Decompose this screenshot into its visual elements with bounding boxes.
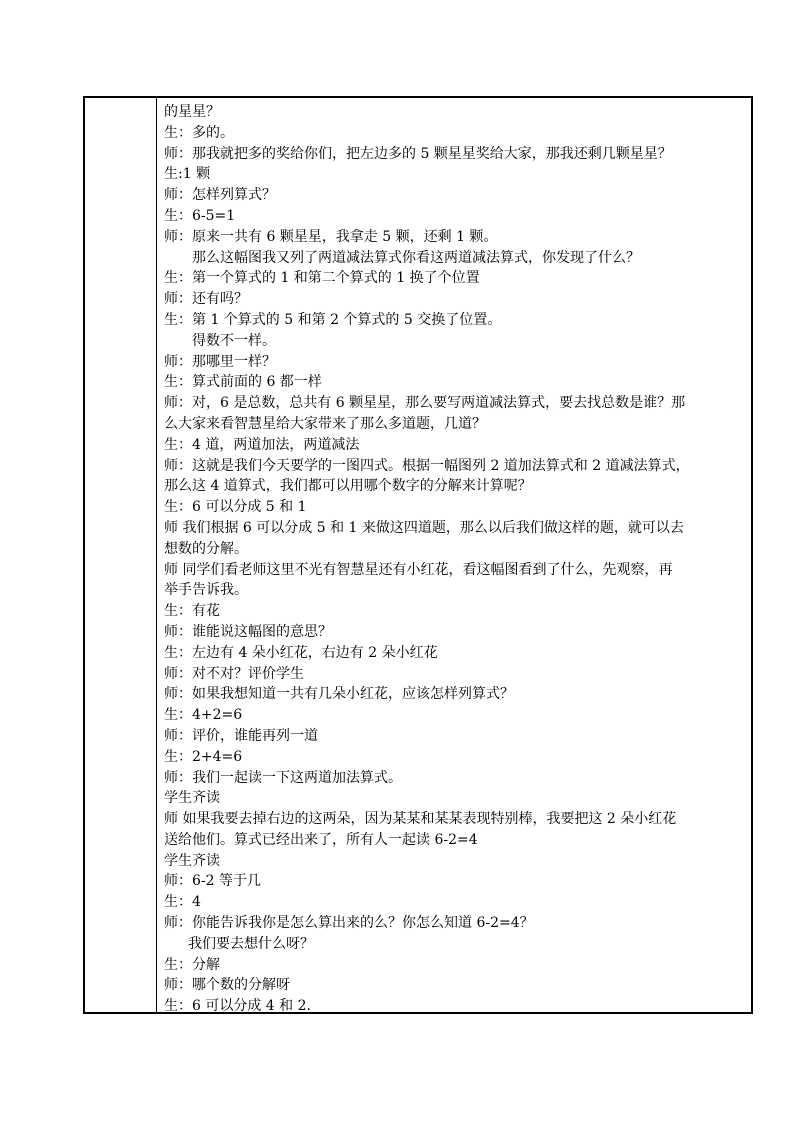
transcript-line: 那么这 4 道算式，我们都可以用哪个数字的分解来计算呢？ <box>164 478 532 495</box>
transcript-line: 生：6 可以分成 4 和 2. <box>164 998 311 1015</box>
transcript-line: 生：算式前面的 6 都一样 <box>164 374 322 391</box>
transcript-line: 生：6 可以分成 5 和 1 <box>164 499 307 516</box>
transcript-line: 师：我们一起读一下这两道加法算式。 <box>164 769 402 786</box>
transcript-line: 生：6-5=1 <box>164 207 236 224</box>
transcript-line: 师：怎样列算式？ <box>164 187 276 204</box>
transcript-line: 师 如果我要去掉右边的这两朵，因为某某和某某表现特别棒，我要把这 2 朵小红花 <box>164 811 677 828</box>
transcript-line: 生：4 道，两道加法，两道减法 <box>164 436 360 453</box>
transcript-line: 学生齐读 <box>164 790 220 807</box>
transcript-line: 生：有花 <box>164 603 220 620</box>
transcript-line: 生：4 <box>164 894 201 911</box>
transcript-line: 师：如果我想知道一共有几朵小红花，应该怎样列算式？ <box>164 686 514 703</box>
transcript-line: 生：多的。 <box>164 124 234 141</box>
transcript-line: 师：对不对？评价学生 <box>164 665 304 682</box>
transcript-line: 师：你能告诉我你是怎么算出来的么？你怎么知道 6-2=4？ <box>164 915 534 932</box>
transcript-line: 生：2+4=6 <box>164 748 243 765</box>
transcript-line: 师：那我就把多的奖给你们，把左边多的 5 颗星星奖给大家，那我还剩几颗星星？ <box>164 145 672 162</box>
transcript-line: 我们要去想什么呀？ <box>188 935 314 952</box>
transcript-line: 想数的分解。 <box>164 540 248 557</box>
transcript-line: 学生齐读 <box>164 852 220 869</box>
transcript-line: 送给他们。算式已经出来了，所有人一起读 6-2=4 <box>164 831 478 848</box>
lesson-table <box>83 96 753 1014</box>
transcript-line: 生：4+2=6 <box>164 707 243 724</box>
transcript-line: 师：哪个数的分解呀 <box>164 977 290 994</box>
transcript-line: 生:1 颗 <box>164 166 211 183</box>
transcript-line: 么大家来看智慧星给大家带来了那么多道题，几道？ <box>164 415 486 432</box>
transcript-line: 师：谁能说这幅图的意思？ <box>164 623 332 640</box>
transcript-line: 师：那哪里一样？ <box>164 353 276 370</box>
transcript-line: 得数不一样。 <box>192 332 276 349</box>
transcript-line: 那么这幅图我又列了两道减法算式你看这两道减法算式，你发现了什么？ <box>192 249 640 266</box>
lesson-transcript <box>164 102 747 1015</box>
transcript-line: 生：分解 <box>164 956 220 973</box>
transcript-line: 师：评价，谁能再列一道 <box>164 727 318 744</box>
transcript-line: 师：原来一共有 6 颗星星，我拿走 5 颗，还剩 1 颗。 <box>164 228 498 245</box>
transcript-line: 的星星？ <box>164 104 220 120</box>
transcript-line: 生：第一个算式的 1 和第二个算式的 1 换了个位置 <box>164 270 480 287</box>
transcript-line: 举手告诉我。 <box>164 582 248 599</box>
table-left-column <box>85 98 157 1012</box>
transcript-line: 生：第 1 个算式的 5 和第 2 个算式的 5 交换了位置。 <box>164 311 502 328</box>
transcript-line: 师：对，6 是总数，总共有 6 颗星星，那么要写两道减法算式，要去找总数是谁？那 <box>164 395 686 412</box>
transcript-line: 师 我们根据 6 可以分成 5 和 1 来做这四道题，那么以后我们做这样的题，就可以去 <box>164 519 684 536</box>
transcript-line: 师 同学们看老师这里不光有智慧星还有小红花，看这幅图看到了什么，先观察，再 <box>164 561 673 578</box>
transcript-line: 师：这就是我们今天要学的一图四式。根据一幅图列 2 道加法算式和 2 道减法算式， <box>164 457 690 474</box>
transcript-line: 师：还有吗？ <box>164 291 248 308</box>
transcript-line: 师：6-2 等于几 <box>164 873 261 890</box>
transcript-line: 生：左边有 4 朵小红花，右边有 2 朵小红花 <box>164 644 438 661</box>
